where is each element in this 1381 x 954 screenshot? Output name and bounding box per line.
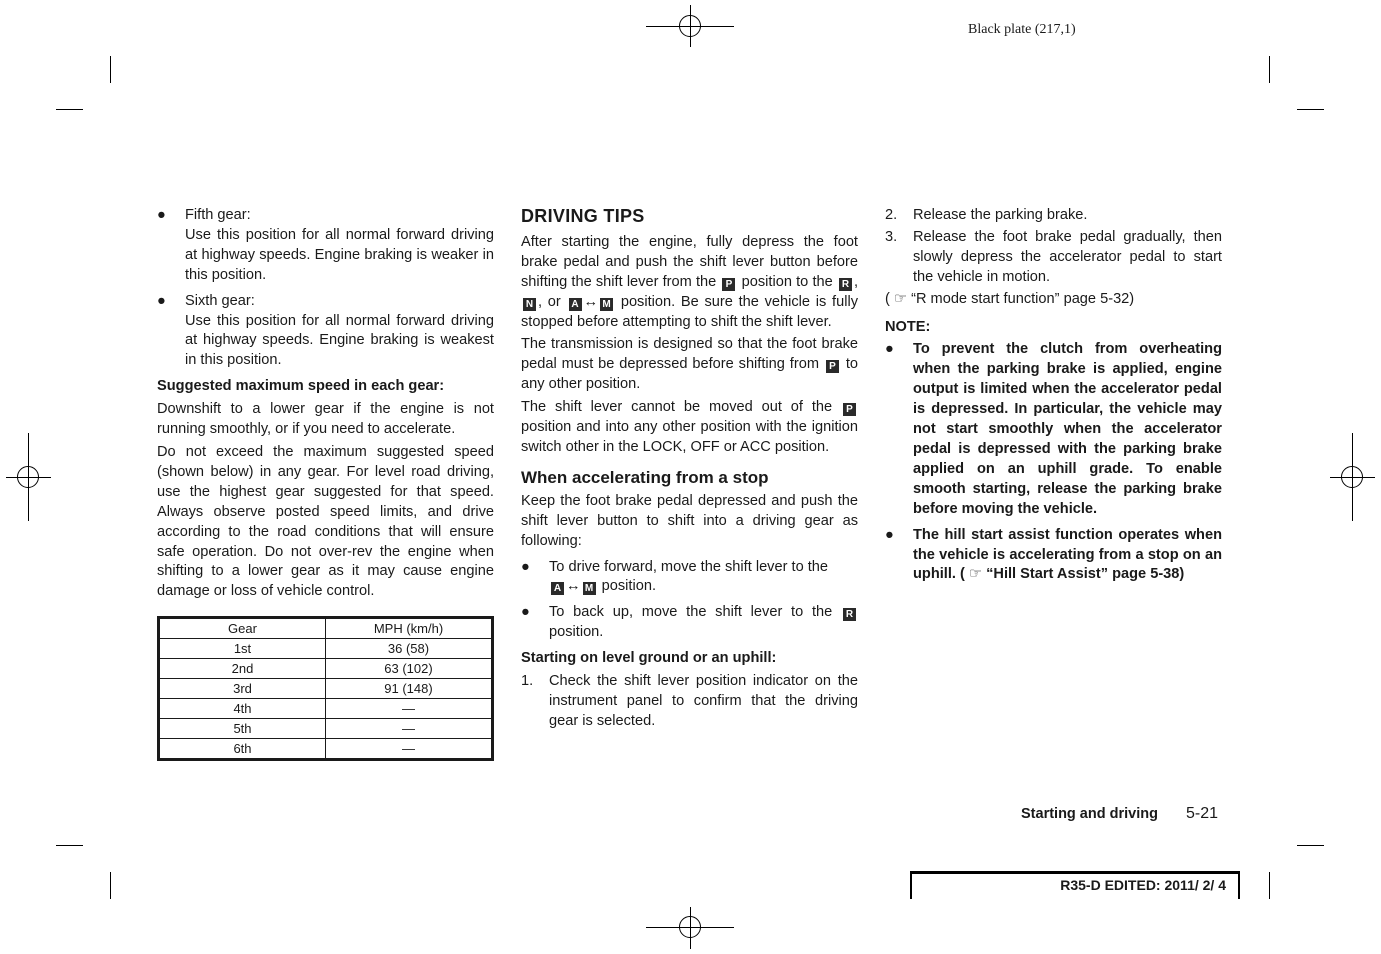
table-cell: 2nd [159, 659, 326, 679]
edited-stamp: R35-D EDITED: 2011/ 2/ 4 [910, 871, 1240, 899]
table-cell: 6th [159, 739, 326, 760]
numbered-step [521, 672, 858, 732]
step-number: 1. [521, 673, 534, 690]
bullet-text [549, 603, 858, 643]
registration-crosshair-icon [17, 466, 39, 488]
text-run: The hill start assist function operates when the vehicle is accelerating from a stop on an uphill. ( [913, 526, 1222, 583]
step-text: Release the parking brake. [913, 207, 1088, 223]
n-position-icon: N [523, 298, 536, 311]
registration-crosshair-icon [679, 916, 701, 938]
r-position-icon: R [843, 608, 856, 621]
m-position-icon: M [600, 298, 613, 311]
section-title: DRIVING TIPS [521, 206, 645, 226]
table-cell: 3rd [159, 679, 326, 699]
bullet-icon: ● [521, 604, 530, 621]
r-position-icon: R [839, 278, 852, 291]
list-item [157, 206, 494, 286]
paragraph: After starting the engine, fully depress the foot brake pedal and push the shift lever button before shifting the shift lever from the P position to the R , N , or A ↔ M position. Be sure the vehicle is fully stopped before attempting to shift the shift lever. [521, 233, 859, 330]
text-run: position. [549, 624, 604, 641]
table-header-row [159, 618, 493, 639]
text-run: position. [601, 578, 657, 595]
text-run: ( [885, 290, 890, 307]
step-text: Release the foot brake pedal gradually, then slowly depress the accelerator pedal to start the vehicle in motion. [913, 228, 1222, 285]
bullet-text: Use this position for all normal forward driving at highway speeds. Engine braking is weaker in this position. [185, 226, 494, 283]
step-number: 2. [885, 207, 898, 223]
bullet-icon: ● [885, 341, 894, 358]
paragraph [521, 335, 858, 395]
p-position-icon: P [826, 360, 839, 373]
numbered-step [885, 228, 1222, 288]
text-run: The shift lever cannot be moved out of the [521, 399, 833, 416]
subheading: Starting on level ground or an uphill: [521, 650, 777, 667]
table-row [159, 659, 493, 679]
table-cell: 91 (148) [326, 679, 493, 699]
table-cell: 1st [159, 639, 326, 659]
bullet-text: Use this position for all normal forward driving at highway speeds. Engine braking is weakest in this position. [185, 312, 494, 369]
list-item [521, 603, 858, 643]
list-item [885, 340, 1222, 519]
column-right [885, 206, 1222, 591]
table-header: MPH (km/h) [326, 618, 493, 639]
bullet-text [549, 558, 858, 598]
registration-crosshair-icon [1341, 466, 1363, 488]
subheading: Suggested maximum speed in each gear: [157, 378, 445, 395]
table-cell: — [326, 699, 493, 719]
text-run: , or [538, 293, 561, 310]
note-text: To prevent the clutch from overheating when the parking brake is applied, engine output is limited when the accelerator pedal is depressed. In particular, the vehicle may not start smoothly when the accelerator pedal is depressed with the parking brake applied on an uphill grade. To enable smooth starting, release the parking brake before moving the vehicle. [913, 341, 1222, 517]
table-row [159, 739, 493, 760]
footer-section-title: Starting and driving [1021, 806, 1158, 822]
note-text [913, 526, 1222, 586]
crop-mark [110, 872, 111, 899]
plate-label: Black plate (217,1) [968, 22, 1076, 37]
list-item [157, 292, 494, 372]
step-text: Check the shift lever position indicator on the instrument panel to confirm that the driving gear is selected. [549, 673, 858, 729]
table-cell: 63 (102) [326, 659, 493, 679]
table-cell: — [326, 739, 493, 760]
arrow-icon: ↔ [583, 293, 599, 310]
arrow-icon: ↔ [566, 578, 581, 595]
p-position-icon: P [722, 278, 735, 291]
crop-mark [1269, 56, 1270, 83]
crop-mark [56, 109, 83, 110]
bullet-icon: ● [157, 207, 166, 223]
text-run: position. Be sure the vehicle is fully stopped before attempting to shift the shift lever. [521, 293, 858, 330]
pointing-hand-icon: ☞ [893, 290, 908, 307]
crop-mark [1297, 845, 1324, 846]
text-run: position to the [741, 273, 833, 290]
table-header: Gear [159, 618, 326, 639]
column-middle [521, 207, 858, 734]
text-run: To drive forward, move the shift lever to the [549, 558, 829, 575]
table-row [159, 679, 493, 699]
crop-mark [110, 56, 111, 83]
text-run: After starting the engine, fully depress the foot brake pedal and push the shift lever button before shifting the shift lever from the [521, 233, 858, 290]
reference-link[interactable]: “R mode start function” page 5-32) [911, 290, 1135, 307]
step-number: 3. [885, 228, 898, 245]
table-cell: 5th [159, 719, 326, 739]
table-row [159, 719, 493, 739]
text-run: to any other position. [521, 356, 858, 393]
bullet-label: Sixth gear: [185, 292, 255, 309]
note-label: NOTE: [885, 318, 931, 335]
crop-mark [56, 845, 83, 846]
cross-reference[interactable] [885, 290, 1222, 310]
m-position-icon: M [583, 582, 596, 595]
a-position-icon: A [551, 582, 564, 595]
paragraph: Downshift to a lower gear if the engine is not running smoothly, or if you need to accelerate. [157, 401, 494, 438]
text-run: The transmission is designed so that the foot brake pedal must be depressed before shifting from [521, 336, 858, 373]
table-cell: 4th [159, 699, 326, 719]
a-position-icon: A [569, 298, 582, 311]
list-item [521, 558, 858, 598]
bullet-icon: ● [157, 292, 166, 309]
table-row [159, 699, 493, 719]
gear-speed-table [157, 616, 494, 761]
table-cell: 36 (58) [326, 639, 493, 659]
subsection-title: When accelerating from a stop [521, 467, 769, 487]
p-position-icon: P [843, 403, 856, 416]
crop-mark [1297, 109, 1324, 110]
numbered-step [885, 206, 1222, 226]
page-number: 5-21 [1186, 805, 1219, 822]
paragraph: Keep the foot brake pedal depressed and push the shift lever button to shift into a driving gear as following: [521, 492, 858, 549]
paragraph [521, 398, 858, 458]
pointing-hand-icon: ☞ [968, 566, 983, 583]
table-row [159, 639, 493, 659]
crop-mark [1269, 872, 1270, 899]
text-run: To back up, move the shift lever to the [549, 604, 833, 621]
bullet-label: Fifth gear: [185, 207, 251, 223]
table-cell: — [326, 719, 493, 739]
column-left [157, 206, 494, 605]
bullet-icon: ● [521, 558, 530, 575]
list-item [885, 526, 1222, 586]
registration-crosshair-icon [679, 15, 701, 37]
reference-link[interactable]: “Hill Start Assist” page 5-38) [986, 566, 1185, 583]
paragraph: Do not exceed the maximum suggested speed (shown below) in any gear. For level road driving, use the highest gear suggested for that speed. Always observe posted speed limits, and drive according to the road conditions that will ensure safe operation. Do not over-rev the engine when shifting to a lower gear as it may cause engine damage or loss of vehicle control. [157, 443, 494, 600]
bullet-icon: ● [885, 526, 894, 543]
text-run: position and into any other position with the ignition switch other in the LOCK, OFF or ACC position. [521, 419, 858, 455]
